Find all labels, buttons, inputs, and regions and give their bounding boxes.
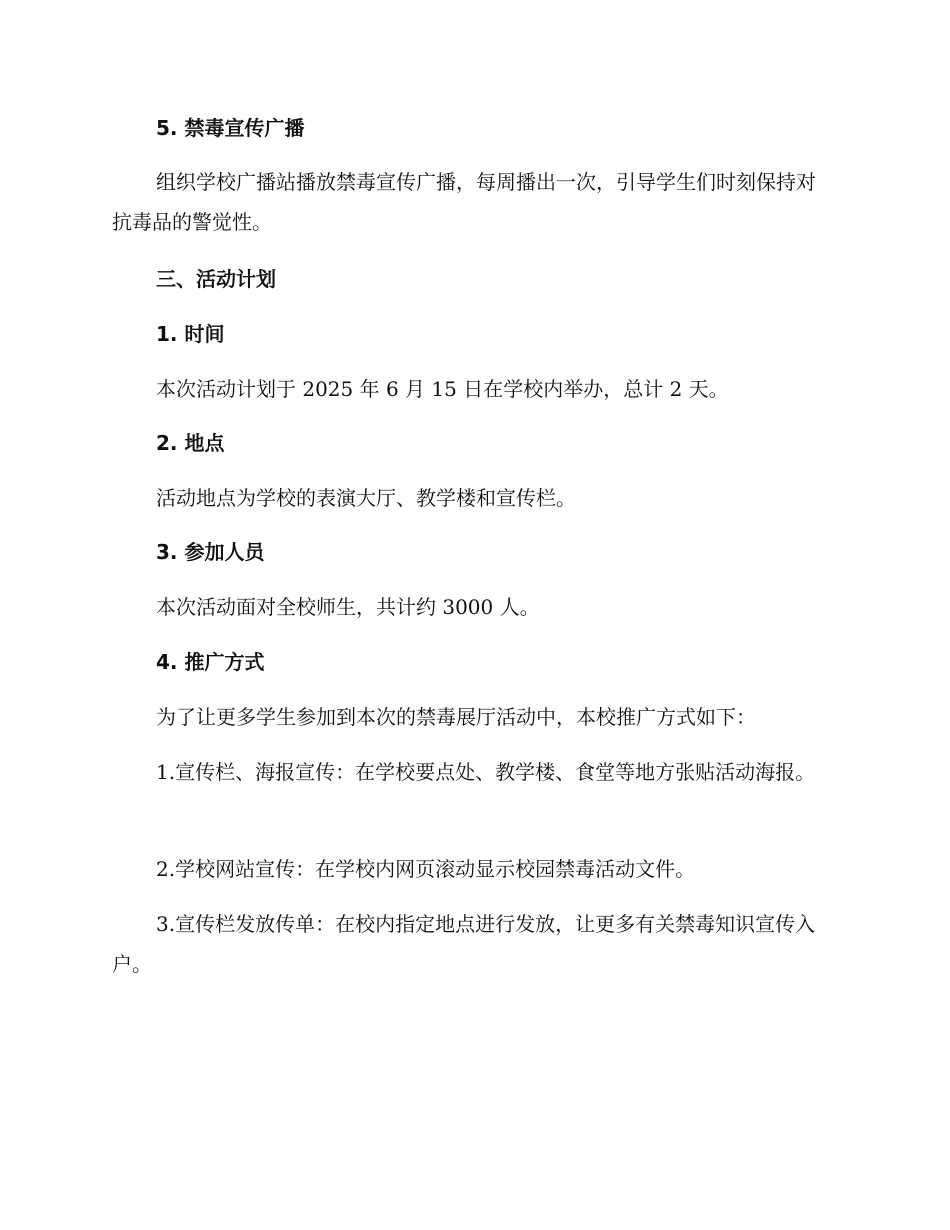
paragraph-place: 活动地点为学校的表演大厅、教学楼和宣传栏。 [156,486,576,510]
subheading-participants: 3. 参加人员 [156,540,265,564]
list-item-promotion-2: 2.学校网站宣传：在学校内网页滚动显示校园禁毒活动文件。 [156,857,696,881]
subheading-promotion: 4. 推广方式 [156,650,265,674]
paragraph-promotion-intro: 为了让更多学生参加到本次的禁毒展厅活动中，本校推广方式如下： [156,705,756,729]
section-heading-activity-plan: 三、活动计划 [156,267,276,291]
list-item-promotion-3: 3.宣传栏发放传单：在校内指定地点进行发放，让更多有关禁毒知识宣传入户。 [112,912,816,976]
subheading-place: 2. 地点 [156,431,225,455]
subheading-time: 1. 时间 [156,322,225,346]
paragraph-broadcast: 组织学校广播站播放禁毒宣传广播，每周播出一次，引导学生们时刻保持对抗毒品的警觉性。 [112,170,816,234]
section-heading-broadcast: 5. 禁毒宣传广播 [156,116,305,140]
paragraph-time: 本次活动计划于 2025 年 6 月 15 日在学校内举办，总计 2 天。 [156,377,729,401]
paragraph-participants: 本次活动面对全校师生，共计约 3000 人。 [156,595,540,619]
list-item-promotion-1: 1.宣传栏、海报宣传：在学校要点处、教学楼、食堂等地方张贴活动海报。 [156,760,816,784]
